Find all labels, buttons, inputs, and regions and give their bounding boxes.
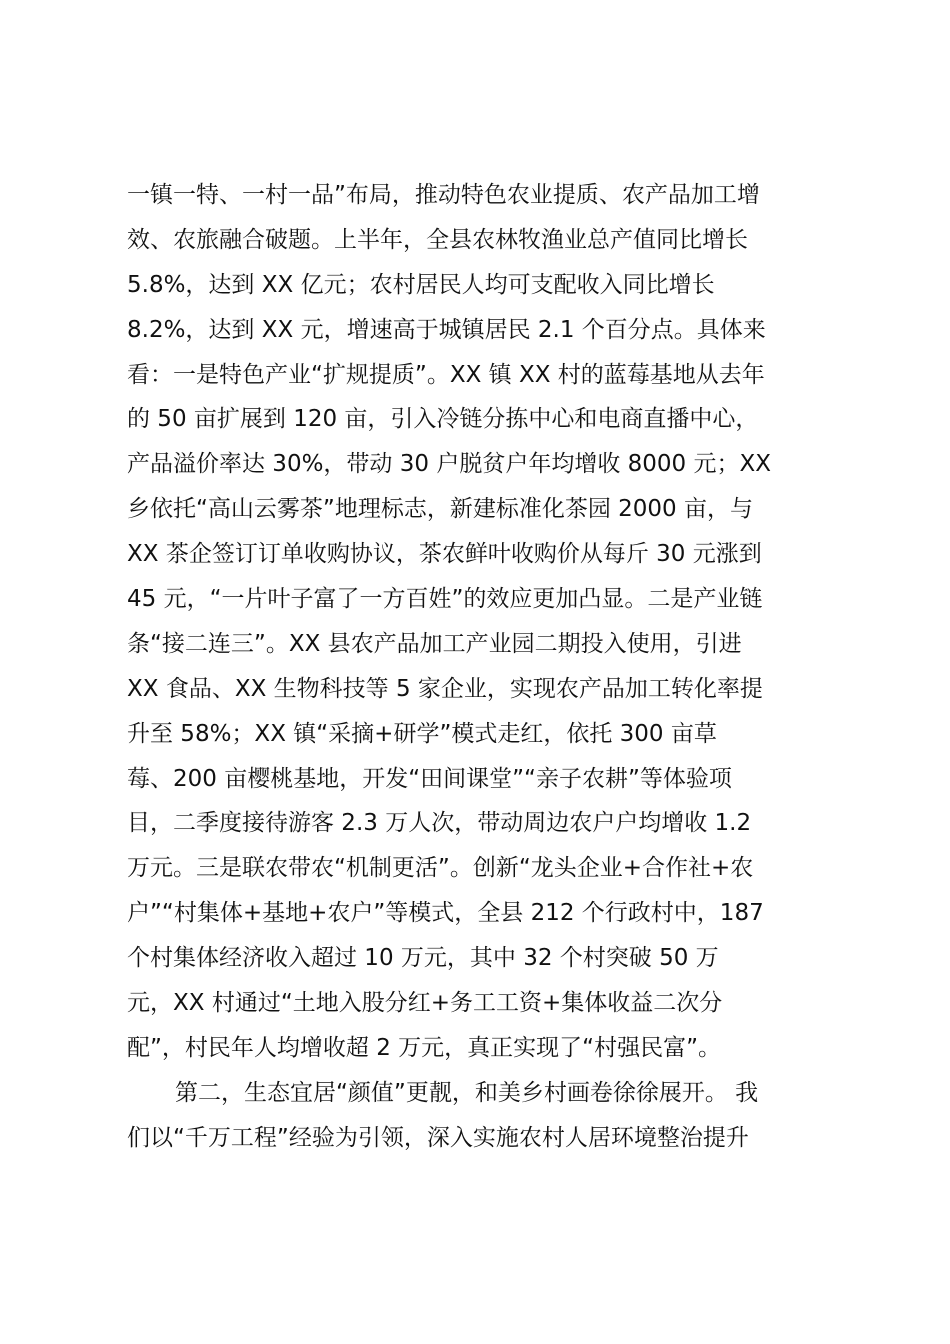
text-line: XX 茶企签订订单收购协议，茶农鲜叶收购价从每斤 30 元涨到 [127,541,762,568]
text-line: 个村集体经济收入超过 10 万元，其中 32 个村突破 50 万 [127,945,719,972]
text-line: 8.2%，达到 XX 元，增速高于城镇居民 2.1 个百分点。具体来 [127,316,766,343]
text-line: 45 元，“一片叶子富了一方百姓”的效应更加凸显。二是产业链 [127,586,763,613]
body-text [127,173,847,1161]
text-line: 看：一是特色产业“扩规提质”。XX 镇 XX 村的蓝莓基地从去年 [127,361,765,388]
text-line: 产品溢价率达 30%，带动 30 户脱贫户年均增收 8000 元；XX [127,451,771,478]
text-line: 升至 58%；XX 镇“采摘+研学”模式走红，依托 300 亩草 [127,720,717,747]
text-line: 配”，村民年人均增收超 2 万元，真正实现了“村强民富”。 [127,1034,722,1061]
text-line: 一镇一特、一村一品”布局，推动特色农业提质、农产品加工增 [127,182,760,208]
text-line: 户”“村集体+基地+农户”等模式，全县 212 个行政村中，187 [127,900,764,927]
text-line: 们以“千万工程”经验为引领，深入实施农村人居环境整治提升 [127,1124,749,1151]
text-line: 万元。三是联农带农“机制更活”。创新“龙头企业+合作社+农 [127,855,754,882]
text-line: 的 50 亩扩展到 120 亩，引入冷链分拣中心和电商直播中心， [127,406,759,433]
text-line: 5.8%，达到 XX 亿元；农村居民人均可支配收入同比增长 [127,271,715,298]
text-line: 乡依托“高山云雾茶”地理标志，新建标准化茶园 2000 亩，与 [127,496,753,523]
text-line: 莓、200 亩樱桃基地，开发“田间课堂”“亲子农耕”等体验项 [127,765,732,792]
text-line: 效、农旅融合破题。上半年，全县农林牧渔业总产值同比增长 [127,226,748,253]
paragraph-start-line: 第二，生态宜居“颜值”更靓，和美乡村画卷徐徐展开。 我 [175,1079,759,1106]
text-line: 目，二季度接待游客 2.3 万人次，带动周边农户户均增收 1.2 [127,810,752,837]
text-line: 条“接二连三”。XX 县农产品加工产业园二期投入使用，引进 [127,630,742,657]
text-line: XX 食品、XX 生物科技等 5 家企业，实现农产品加工转化率提 [127,675,763,702]
text-line: 元，XX 村通过“土地入股分红+务工工资+集体收益二次分 [127,990,723,1017]
